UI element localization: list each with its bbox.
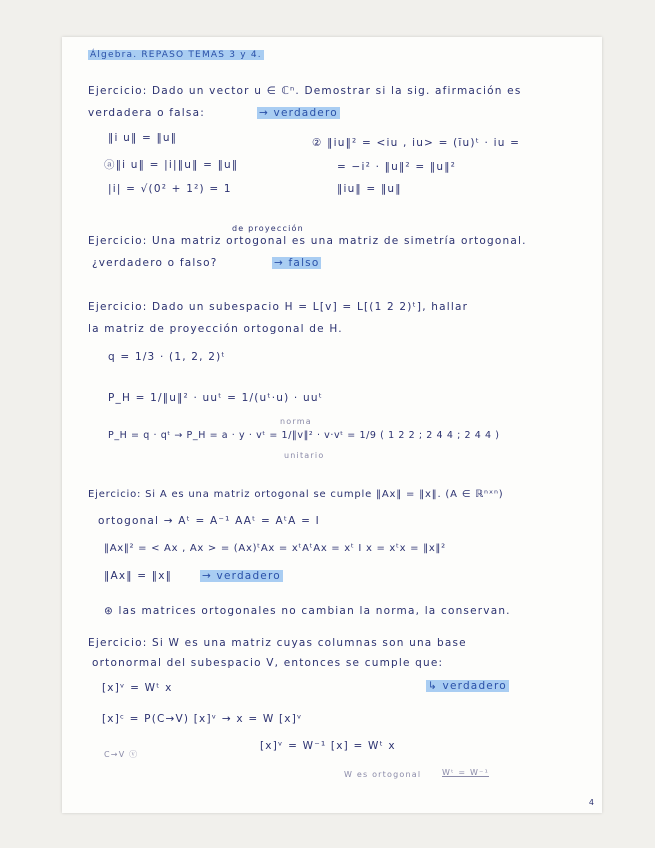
- ex1-eq: ② ‖iu‖² = <iu , iu> = (īu)ᵗ · iu =: [312, 137, 521, 149]
- ex3-note-unitario: unitario: [284, 451, 325, 460]
- ex3-eq: q = 1/3 · (1, 2, 2)ᵗ: [108, 351, 226, 363]
- page-title: Álgebra. REPASO TEMAS 3 y 4.: [90, 50, 262, 60]
- ex2-answer: → falso: [274, 257, 320, 269]
- ex1-statement-2: verdadera o falsa:: [88, 107, 205, 119]
- ex3-note-norma: norma: [280, 417, 312, 426]
- ex5-statement: Ejercicio: Si W es una matriz cuyas columnas son una base: [88, 637, 467, 649]
- ex5-statement-2: ortonormal del subespacio V, entonces se cumple que:: [92, 657, 444, 669]
- ex5-note: C→V ⓥ: [104, 750, 139, 759]
- ex5-note: W es ortogonal: [344, 770, 422, 779]
- ex2-statement: Ejercicio: Una matriz ortogonal es una matriz de simetría ortogonal.: [88, 235, 527, 247]
- ex1-answer: → verdadero: [259, 107, 338, 119]
- ex1-eq: ‖iu‖ = ‖u‖: [337, 183, 402, 195]
- ex5-answer: ↳ verdadero: [428, 680, 507, 692]
- ex1-eq: = −i² · ‖u‖² = ‖u‖²: [337, 161, 457, 173]
- ex4-eq: ‖Ax‖² = < Ax , Ax > = (Ax)ᵗAx = xᵗAᵗAx = xᵗ I x = xᵗx = ‖x‖²: [104, 543, 446, 554]
- ex2-note: de proyección: [232, 224, 304, 233]
- ex1-statement: Ejercicio: Dado un vector u ∈ ℂⁿ. Demostrar si la sig. afirmación es: [88, 85, 522, 97]
- page-number: 4: [588, 798, 594, 807]
- ex2-statement-2: ¿verdadero o falso?: [92, 257, 218, 269]
- ex3-eq: P_H = q · qᵗ → P_H = a · y · vᵗ = 1/‖v‖² · v·vᵗ = 1/9 ( 1 2 2 ; 2 4 4 ; 2 4 4 ): [108, 430, 500, 441]
- ex4-eq: ‖Ax‖ = ‖x‖: [104, 570, 173, 582]
- ex5-eq: [x]ᵛ = W⁻¹ [x] = Wᵗ x: [260, 740, 396, 752]
- ex5-eq: [x]ᶜ = P(C→V) [x]ᵛ → x = W [x]ᵛ: [102, 713, 303, 725]
- ex5-note: Wᵗ = W⁻¹: [442, 768, 489, 777]
- notebook-page: [62, 37, 602, 813]
- ex3-statement: Ejercicio: Dado un subespacio H = L[v] = L[(1 2 2)ᵗ], hallar: [88, 301, 469, 313]
- ex3-statement-2: la matriz de proyección ortogonal de H.: [88, 323, 343, 335]
- ex4-answer: → verdadero: [202, 570, 281, 582]
- ex4-remark: ⊛ las matrices ortogonales no cambian la norma, la conservan.: [104, 605, 511, 617]
- ex4-statement: Ejercicio: Si A es una matriz ortogonal se cumple ‖Ax‖ = ‖x‖. (A ∈ ℝⁿˣⁿ): [88, 489, 504, 500]
- ex5-eq: [x]ᵛ = Wᵗ x: [102, 682, 173, 694]
- ex1-eq: |i| = √(0² + 1²) = 1: [108, 183, 232, 195]
- ex3-eq: P_H = 1/‖u‖² · uuᵗ = 1/(uᵗ·u) · uuᵗ: [108, 392, 323, 404]
- ex1-eq: ⓐ‖i u‖ = |i|‖u‖ = ‖u‖: [104, 159, 239, 171]
- ex1-eq: ‖i u‖ = ‖u‖: [108, 132, 178, 144]
- ex4-eq: ortogonal → Aᵗ = A⁻¹ AAᵗ = AᵗA = I: [98, 515, 320, 527]
